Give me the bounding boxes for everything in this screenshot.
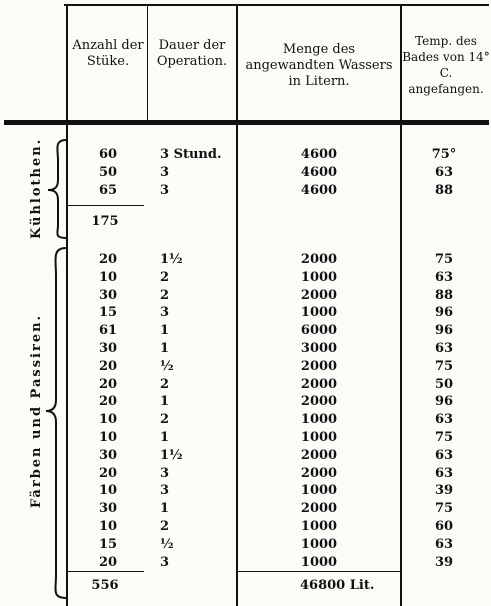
cell-menge: 2000 [300,447,338,463]
cell-anzahl: 10 [98,483,118,499]
cell-menge: 1000 [300,536,338,552]
cell-anzahl: 10 [98,430,118,445]
cell-temp: 63 [434,269,454,285]
cell-temp: 39 [434,554,454,570]
cell-menge: 3000 [300,341,338,356]
cell-anzahl: 61 [98,323,118,339]
header-anzahl: Anzahl der Stüke. [72,38,144,69]
cell-anzahl: 20 [98,394,118,410]
cell-anzahl: 10 [98,519,118,534]
cell-anzahl: 30 [98,447,118,463]
cell-menge: 2000 [300,252,338,267]
cell-anzahl: 50 [98,165,118,180]
cell-anzahl: 10 [98,412,118,428]
cell-menge: 2000 [300,465,338,481]
cell-dauer: 3 Stund. [160,147,222,162]
cell-temp: 63 [434,447,454,463]
cell-temp: 96 [434,305,454,321]
cell-menge: 1000 [300,430,338,445]
cell-dauer: 1 [160,430,170,445]
cell-menge: 1000 [300,519,338,534]
cell-dauer: 2 [160,269,170,285]
cell-anzahl: 30 [98,501,118,517]
cell-temp: 75 [434,358,454,374]
brace-faerben [46,248,66,598]
cell-temp: 75 [434,430,454,445]
cell-menge: 4600 [300,147,338,162]
cell-anzahl: 15 [98,536,118,552]
cell-dauer: ½ [160,358,174,374]
cell-dauer: 3 [160,165,170,180]
cell-menge: 2000 [300,358,338,374]
cell-temp: 63 [434,412,454,428]
subtotal-anzahl: 175 [91,214,119,229]
cell-temp: 63 [434,165,454,180]
cell-temp: 50 [434,376,454,392]
cell-anzahl: 20 [98,358,118,374]
header-menge: Menge des angewandten Wassers in Litern. [245,42,393,89]
cell-anzahl: 20 [98,554,118,570]
cell-dauer: ½ [160,536,174,552]
cell-anzahl: 10 [98,269,118,285]
cell-temp: 63 [434,465,454,481]
cell-dauer: 3 [160,483,170,499]
cell-dauer: 3 [160,305,170,321]
cell-temp: 88 [434,287,454,303]
cell-anzahl: 65 [98,183,118,198]
cell-temp: 75° [431,147,457,162]
cell-anzahl: 15 [98,305,118,321]
cell-anzahl: 20 [98,252,118,267]
cell-menge: 6000 [300,323,338,339]
cell-menge: 4600 [300,165,338,180]
total-menge: 46800 Lit. [300,578,375,593]
cell-anzahl: 30 [98,287,118,303]
cell-dauer: 1 [160,394,170,410]
cell-dauer: 1½ [160,447,183,463]
total-anzahl: 556 [91,578,119,593]
cell-temp: 75 [434,252,454,267]
cell-temp: 39 [434,483,454,499]
section-label-faerben: Färben und Passiren. [29,313,44,509]
cell-temp: 75 [434,501,454,517]
cell-temp: 96 [434,394,454,410]
cell-dauer: 3 [160,465,170,481]
header-temp: Temp. des Bades von 14° C. angefangen. [402,34,490,96]
cell-menge: 1000 [300,554,338,570]
cell-anzahl: 20 [98,376,118,392]
cell-anzahl: 60 [98,147,118,162]
cell-anzahl: 20 [98,465,118,481]
cell-dauer: 1½ [160,252,183,267]
cell-menge: 1000 [300,483,338,499]
cell-temp: 60 [434,519,454,534]
cell-menge: 2000 [300,287,338,303]
section-label-kuehlothen: Kühlothen. [29,137,44,239]
cell-dauer: 2 [160,519,170,534]
cell-dauer: 3 [160,554,170,570]
cell-menge: 4600 [300,183,338,198]
cell-dauer: 2 [160,376,170,392]
cell-menge: 1000 [300,412,338,428]
cell-anzahl: 30 [98,341,118,356]
cell-menge: 1000 [300,269,338,285]
cell-menge: 2000 [300,394,338,410]
cell-temp: 96 [434,323,454,339]
header-dauer: Dauer der Operation. [156,38,228,69]
cell-dauer: 1 [160,501,170,517]
cell-menge: 2000 [300,376,338,392]
cell-dauer: 2 [160,287,170,303]
cell-menge: 2000 [300,501,338,517]
cell-menge: 1000 [300,305,338,321]
cell-temp: 63 [434,341,454,356]
cell-dauer: 2 [160,412,170,428]
cell-temp: 88 [434,183,454,198]
cell-dauer: 1 [160,323,170,339]
cell-dauer: 1 [160,341,170,356]
brace-kuehlothen [48,140,66,238]
cell-temp: 63 [434,536,454,552]
cell-dauer: 3 [160,183,170,198]
